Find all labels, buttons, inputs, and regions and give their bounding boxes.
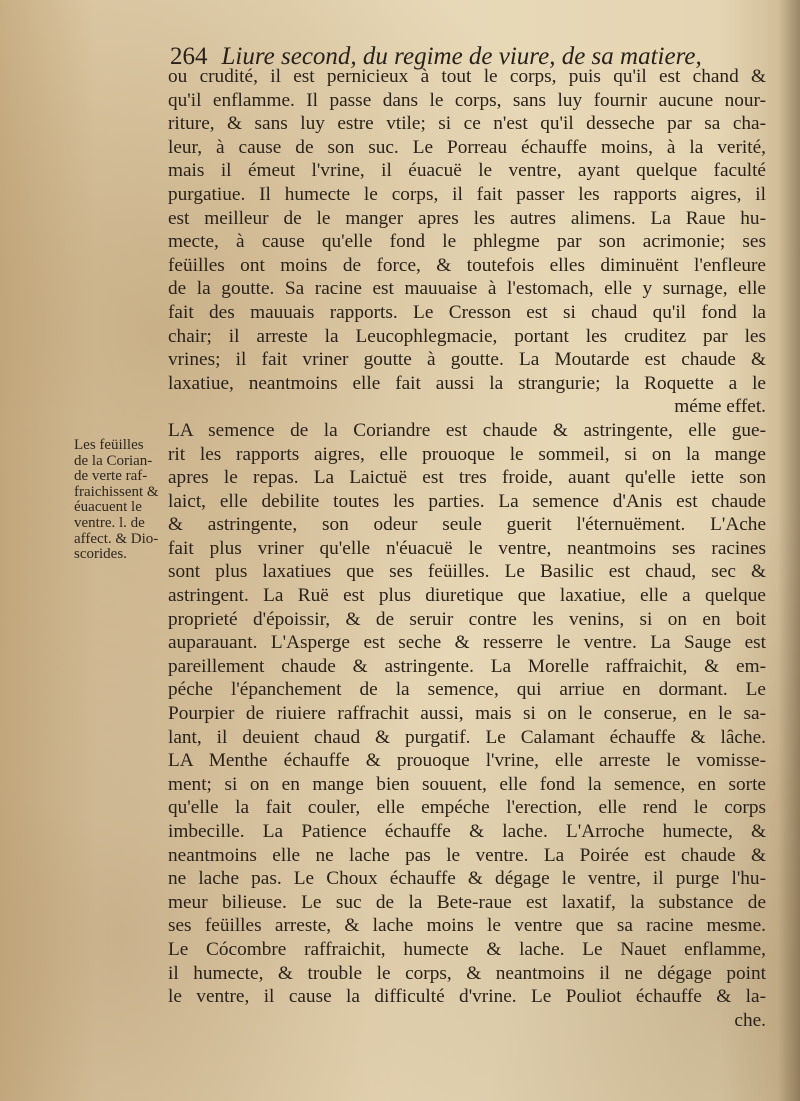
text-line: riture, & sans luy estre vtile; si ce n'est qu'il desseche par sa cha-	[168, 113, 766, 135]
text-line: LA semence de la Coriandre est chaude & astringente, elle gue-	[168, 419, 766, 441]
text-line: mais il émeut l'vrine, il éuacuë le ventre, ayant quelque faculté	[168, 160, 766, 182]
margin-note-line: fraichissent &	[74, 483, 159, 500]
text-line: leur, à cause de son suc. Le Porreau échauffe moins, à la verité,	[168, 136, 766, 158]
margin-note-line: ventre. l. de	[74, 514, 145, 531]
text-line: ou crudité, il est pernicieux à tout le corps, puis qu'il est chand &	[168, 66, 766, 87]
text-line: pareillement chaude & astringente. La Morelle raffraichit, & em-	[168, 655, 766, 677]
margin-note-line: de la Corian-	[74, 452, 153, 469]
text-line: meur bilieuse. Le suc de la Bete-raue est laxatif, la substance de	[168, 891, 766, 913]
margin-note-line: Les feüilles	[74, 437, 144, 453]
text-line: & astringente, son odeur seule guerit l'éternuëment. L'Ache	[168, 514, 766, 536]
text-line: mecte, à cause qu'elle fond le phlegme par son acrimonie; ses	[168, 231, 766, 253]
text-line: lant, il deuient chaud & purgatif. Le Calamant échauffe & lâche.	[168, 726, 766, 748]
text-line: est meilleur de le manger apres les autres alimens. La Raue hu-	[168, 207, 766, 229]
text-line: Le Cócombre raffraichit, humecte & lache. Le Nauet enflamme,	[168, 938, 766, 960]
text-line: péche l'épanchement de la semence, qui arriue en dormant. Le	[168, 679, 766, 701]
text-line: fait des mauuais rapports. Le Cresson est si chaud qu'il fond la	[168, 301, 766, 323]
text-line: qu'il enflamme. Il passe dans le corps, sans luy fournir aucune nour-	[168, 89, 766, 111]
text-line: il humecte, & trouble le corps, & neantmoins il ne dégage point	[168, 962, 766, 984]
margin-note-line: de verte raf-	[74, 468, 148, 485]
text-line: laict, elle debilite toutes les parties. La semence d'Anis est chaude	[168, 490, 766, 512]
text-line: neantmoins elle ne lache pas le ventre. La Poirée est chaude &	[168, 844, 766, 866]
text-line: laxatiue, neantmoins elle fait aussi la strangurie; la Roquette a le	[168, 372, 766, 394]
text-line: fait plus vriner qu'elle n'éuacuë le ventre, neantmoins ses racines	[168, 537, 766, 559]
text-line: proprieté d'époissir, & de seruir contre les venins, si on en boit	[168, 608, 766, 630]
text-line: sont plus laxatiues que ses feüilles. Le Basilic est chaud, sec &	[168, 561, 766, 583]
text-line: chair; il arreste la Leucophlegmacie, portant les cruditez par les	[168, 325, 766, 347]
running-title: Liure second, du regime de viure, de sa matiere,	[221, 43, 702, 70]
text-line: ment; si on en mange bien souuent, elle fond la semence, en sorte	[168, 773, 766, 795]
text-line: auparauant. L'Asperge est seche & resserre le ventre. La Sauge est	[168, 632, 766, 654]
text-line: méme effet.	[674, 396, 766, 418]
page-number: 264	[170, 43, 208, 70]
text-line: qu'elle la fait couler, elle empéche l'erection, elle rend le corps	[168, 797, 766, 819]
text-line: che.	[734, 1009, 766, 1031]
text-line: le ventre, il cause la difficulté d'vrine. Le Pouliot échauffe & la-	[168, 986, 766, 1008]
text-line: ne lache pas. Le Choux échauffe & dégage le ventre, il purge l'hu-	[168, 868, 766, 890]
text-line: vrines; il fait vriner goutte à goutte. La Moutarde est chaude &	[168, 349, 766, 371]
margin-note-line: affect. & Dio-	[74, 530, 159, 547]
page-edge-shadow	[778, 0, 800, 1101]
text-line: rit les rapports aigres, elle prouoque le sommeil, si on la mange	[168, 443, 766, 465]
margin-note-line: scorides.	[74, 546, 127, 563]
text-line: purgatiue. Il humecte le corps, il fait passer les rapports aigres, il	[168, 183, 766, 205]
margin-note	[74, 438, 174, 563]
text-line: LA Menthe échauffe & prouoque l'vrine, elle arreste le vomisse-	[168, 750, 766, 772]
text-line: apres le repas. La Laictuë est tres froide, auant qu'elle iette son	[168, 467, 766, 489]
text-line: ses feüilles arreste, & lache moins le ventre que sa racine mesme.	[168, 915, 766, 937]
margin-note-line: éuacuent le	[74, 499, 142, 516]
text-line: astringent. La Ruë est plus diuretique que laxatiue, elle a quelque	[168, 585, 766, 607]
text-line: Pourpier de riuiere raffrachit aussi, mais si on le conserue, en le sa-	[168, 703, 766, 725]
body-text	[168, 65, 766, 1032]
text-line: feüilles ont moins de force, & toutefois elles diminuënt l'enfleure	[168, 254, 766, 276]
text-line: imbecille. La Patience échauffe & lache. L'Arroche humecte, &	[168, 821, 766, 842]
text-line: de la goutte. Sa racine est mauuaise à l'estomach, elle y surnage, elle	[168, 278, 766, 300]
